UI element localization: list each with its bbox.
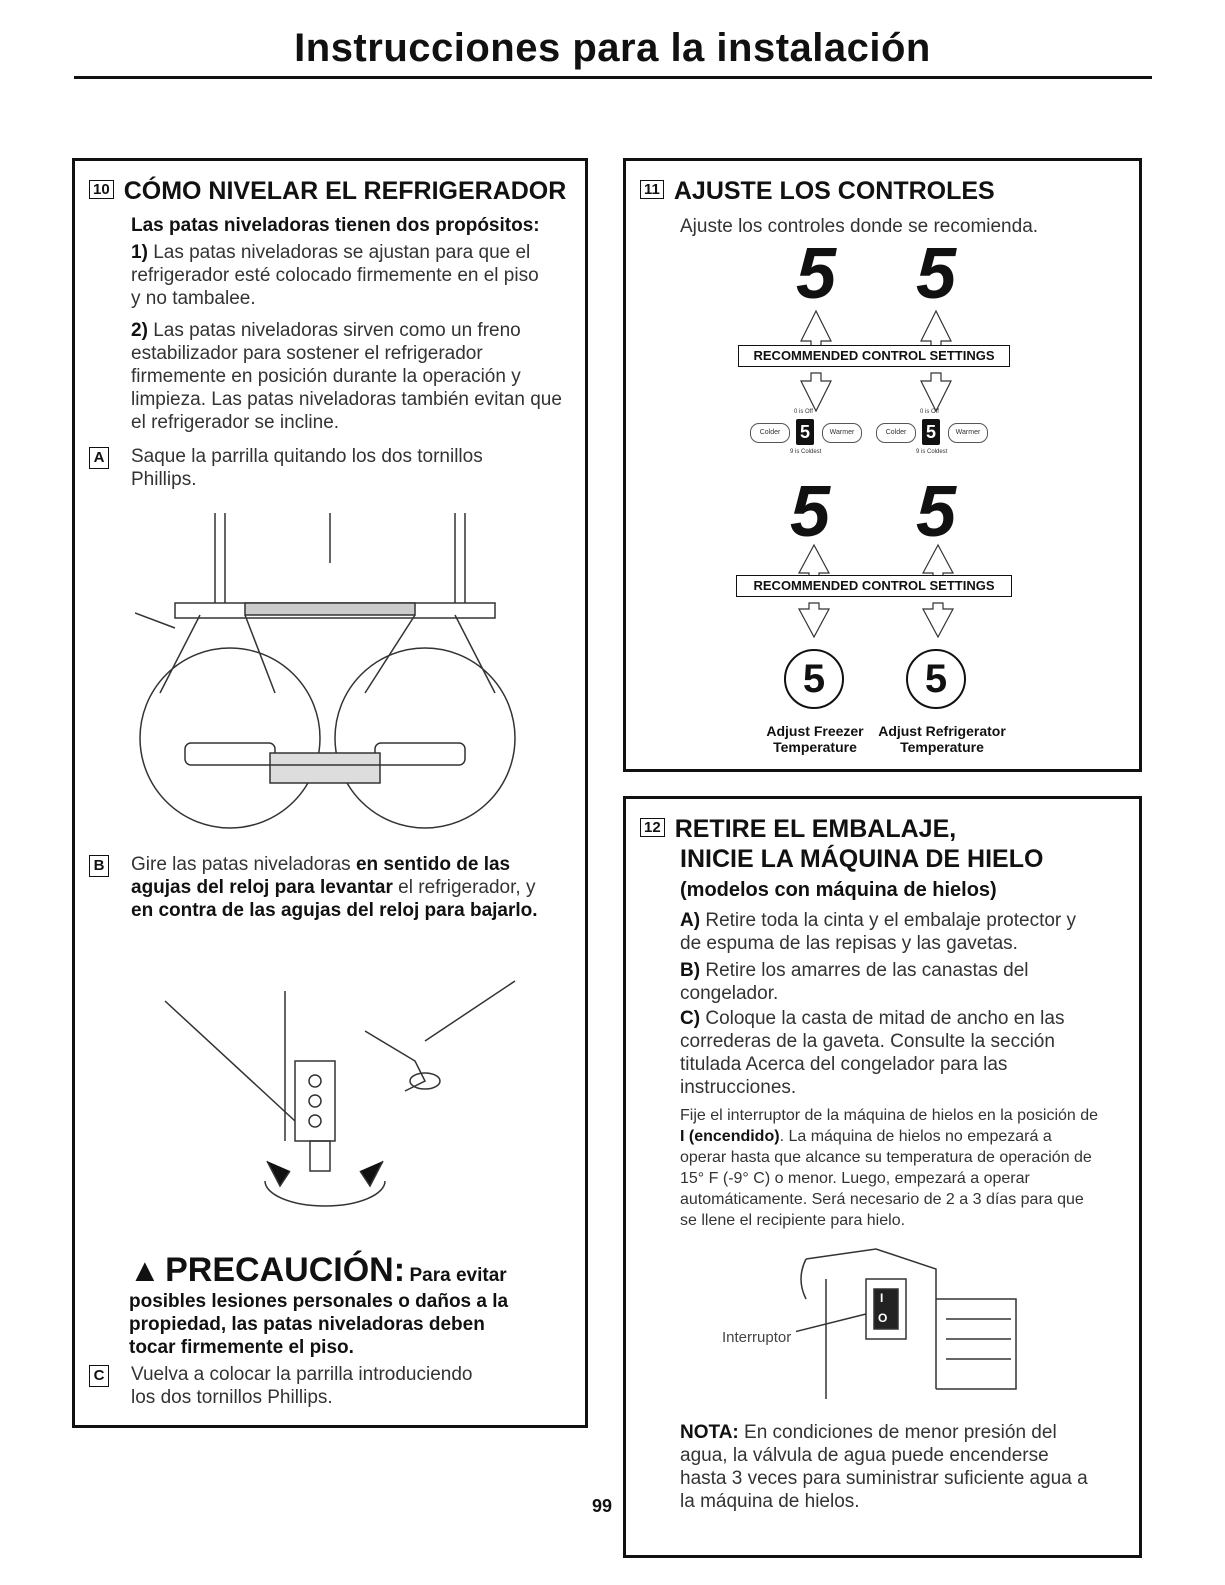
section-title: CÓMO NIVELAR EL REFRIGERADOR — [123, 177, 567, 205]
purpose-item-2 — [131, 319, 571, 434]
note-text: En condiciones de menor presión del agua, la válvula de agua puede encenderse hasta 3 veces para suministrar suficiente agua a la máquina de hielos. — [680, 1422, 1088, 1512]
colder-button-right: Colder — [876, 423, 916, 443]
step-a-text: Saque la parrilla quitando los dos tornillos Phillips. — [131, 446, 483, 490]
section-10-heading — [89, 177, 566, 206]
item-number: 1) — [131, 242, 148, 263]
page-number: 99 — [592, 1496, 613, 1516]
paragraph-bold-part: I (encendido) — [680, 1128, 780, 1145]
step-c-text: Vuelva a colocar la parrilla introduciendo los dos tornillos Phillips. — [131, 1364, 473, 1408]
section-12-heading — [640, 815, 956, 844]
section-number: 12 — [640, 818, 665, 837]
packaging-item-c — [680, 1007, 1080, 1099]
page-title: Instrucciones para la instalación — [294, 26, 931, 70]
section-number: 11 — [640, 180, 664, 199]
caution-block — [129, 1251, 569, 1359]
item-text: Coloque la casta de mitad de ancho en las correderas de la gaveta. Consulte la sección titulada Acerca del congelador para las instrucciones. — [680, 1008, 1065, 1098]
section-11-intro: Ajuste los controles donde se recomienda. — [680, 216, 1039, 237]
caution-title: PRECAUCIÓN: — [165, 1251, 406, 1289]
icemaker-instructions — [680, 1105, 1100, 1231]
note-label: NOTA: — [680, 1422, 739, 1443]
packaging-item-a — [680, 909, 1090, 955]
caution-text: posibles lesiones personales o daños a la propiedad, las patas niveladoras deben tocar firmemente el piso. — [129, 1291, 509, 1358]
coldest-note-right: 9 is Coldest — [916, 449, 948, 455]
section-number: 10 — [89, 180, 114, 199]
refrigerator-dial: 5 — [906, 649, 966, 709]
recommended-settings-label: RECOMMENDED CONTROL SETTINGS — [738, 345, 1010, 367]
freezer-display: 5 — [796, 419, 814, 445]
section-11-panel — [623, 158, 1142, 772]
icemaker-switch-illustration — [796, 1239, 1026, 1399]
recommended-setting-right-2: 5 — [916, 472, 957, 552]
paragraph-part: . La máquina de hielos no empezará a operar hasta que alcance su temperatura de operación de 15° F (-9° C) o menor. Luego, empezará a operar automáticamente. Será necesario de 2 a 3 días para que se llene el recipiente para hielo. — [680, 1128, 1092, 1229]
section-title: AJUSTE LOS CONTROLES — [673, 177, 995, 205]
item-letter: A) — [680, 910, 701, 931]
section-11-heading — [640, 177, 995, 206]
item-letter: B) — [680, 960, 701, 981]
title-divider — [74, 76, 1152, 79]
item-number: 2) — [131, 320, 148, 341]
warmer-button-left: Warmer — [822, 423, 862, 443]
section-12-panel — [623, 796, 1142, 1558]
step-b-text — [131, 853, 551, 922]
section-12-heading-line2: INICIE LA MÁQUINA DE HIELO — [680, 845, 1044, 873]
recommended-setting-right: 5 — [916, 234, 957, 314]
step-b-text-part: Gire las patas niveladoras — [131, 854, 356, 875]
coldest-note-left: 9 is Coldest — [790, 449, 822, 455]
colder-button-left: Colder — [750, 423, 790, 443]
freezer-caption: Adjust Freezer Temperature — [766, 723, 864, 755]
section-10-panel — [72, 158, 588, 1428]
step-c-marker: C — [89, 1365, 109, 1387]
recommended-setting-left-2: 5 — [790, 472, 831, 552]
off-note-left: 0 is Off — [794, 409, 813, 415]
section-12-subheading: (modelos con máquina de hielos) — [680, 879, 997, 901]
recommended-settings-label-2: RECOMMENDED CONTROL SETTINGS — [736, 575, 1012, 597]
leveling-leg-illustration — [155, 971, 535, 1241]
switch-callout-label: Interruptor — [722, 1329, 792, 1346]
freezer-dial: 5 — [784, 649, 844, 709]
recommended-setting-left: 5 — [796, 234, 837, 314]
step-b-text-part: el refrigerador, y — [392, 877, 536, 898]
packaging-item-b — [680, 959, 1030, 1005]
grille-removal-illustration — [135, 503, 535, 833]
switch-off-label: O — [878, 1311, 888, 1325]
item-letter: C) — [680, 1008, 701, 1029]
item-text: Las patas niveladoras sirven como un freno estabilizador para sostener el refrigerador firmemente en posición durante la operación y limpieza. Las patas niveladoras también evitan que el refrigerador se incline. — [131, 320, 562, 433]
switch-on-label: I — [880, 1291, 884, 1305]
warning-icon: ▲ — [129, 1252, 161, 1288]
off-note-right: 0 is Off — [920, 409, 939, 415]
section-10-subheading: Las patas niveladoras tienen dos propósitos: — [131, 215, 540, 236]
step-b-marker: B — [89, 855, 109, 877]
refrigerator-caption: Adjust Refrigerator Temperature — [878, 723, 1006, 755]
purpose-item-1 — [131, 241, 551, 310]
warmer-button-right: Warmer — [948, 423, 988, 443]
step-a-marker: A — [89, 447, 109, 469]
item-text: Las patas niveladoras se ajustan para que el refrigerador esté colocado firmemente en el piso y no tambalee. — [131, 242, 539, 309]
item-text: Retire los amarres de las canastas del congelador. — [680, 960, 1029, 1004]
caution-lead: Para evitar — [409, 1265, 507, 1286]
water-pressure-note — [680, 1421, 1090, 1513]
item-text: Retire toda la cinta y el embalaje protector y de espuma de las repisas y las gavetas. — [680, 910, 1077, 954]
step-b-bold-part: en contra de las agujas del reloj para bajarlo. — [131, 900, 538, 921]
refrigerator-display: 5 — [922, 419, 940, 445]
section-title-line1: RETIRE EL EMBALAJE, — [674, 815, 957, 843]
step-b-bold-part: en sentido de las agujas del reloj para levantar — [131, 854, 511, 898]
paragraph-part: Fije el interruptor de la máquina de hielos en la posición de — [680, 1107, 1099, 1124]
